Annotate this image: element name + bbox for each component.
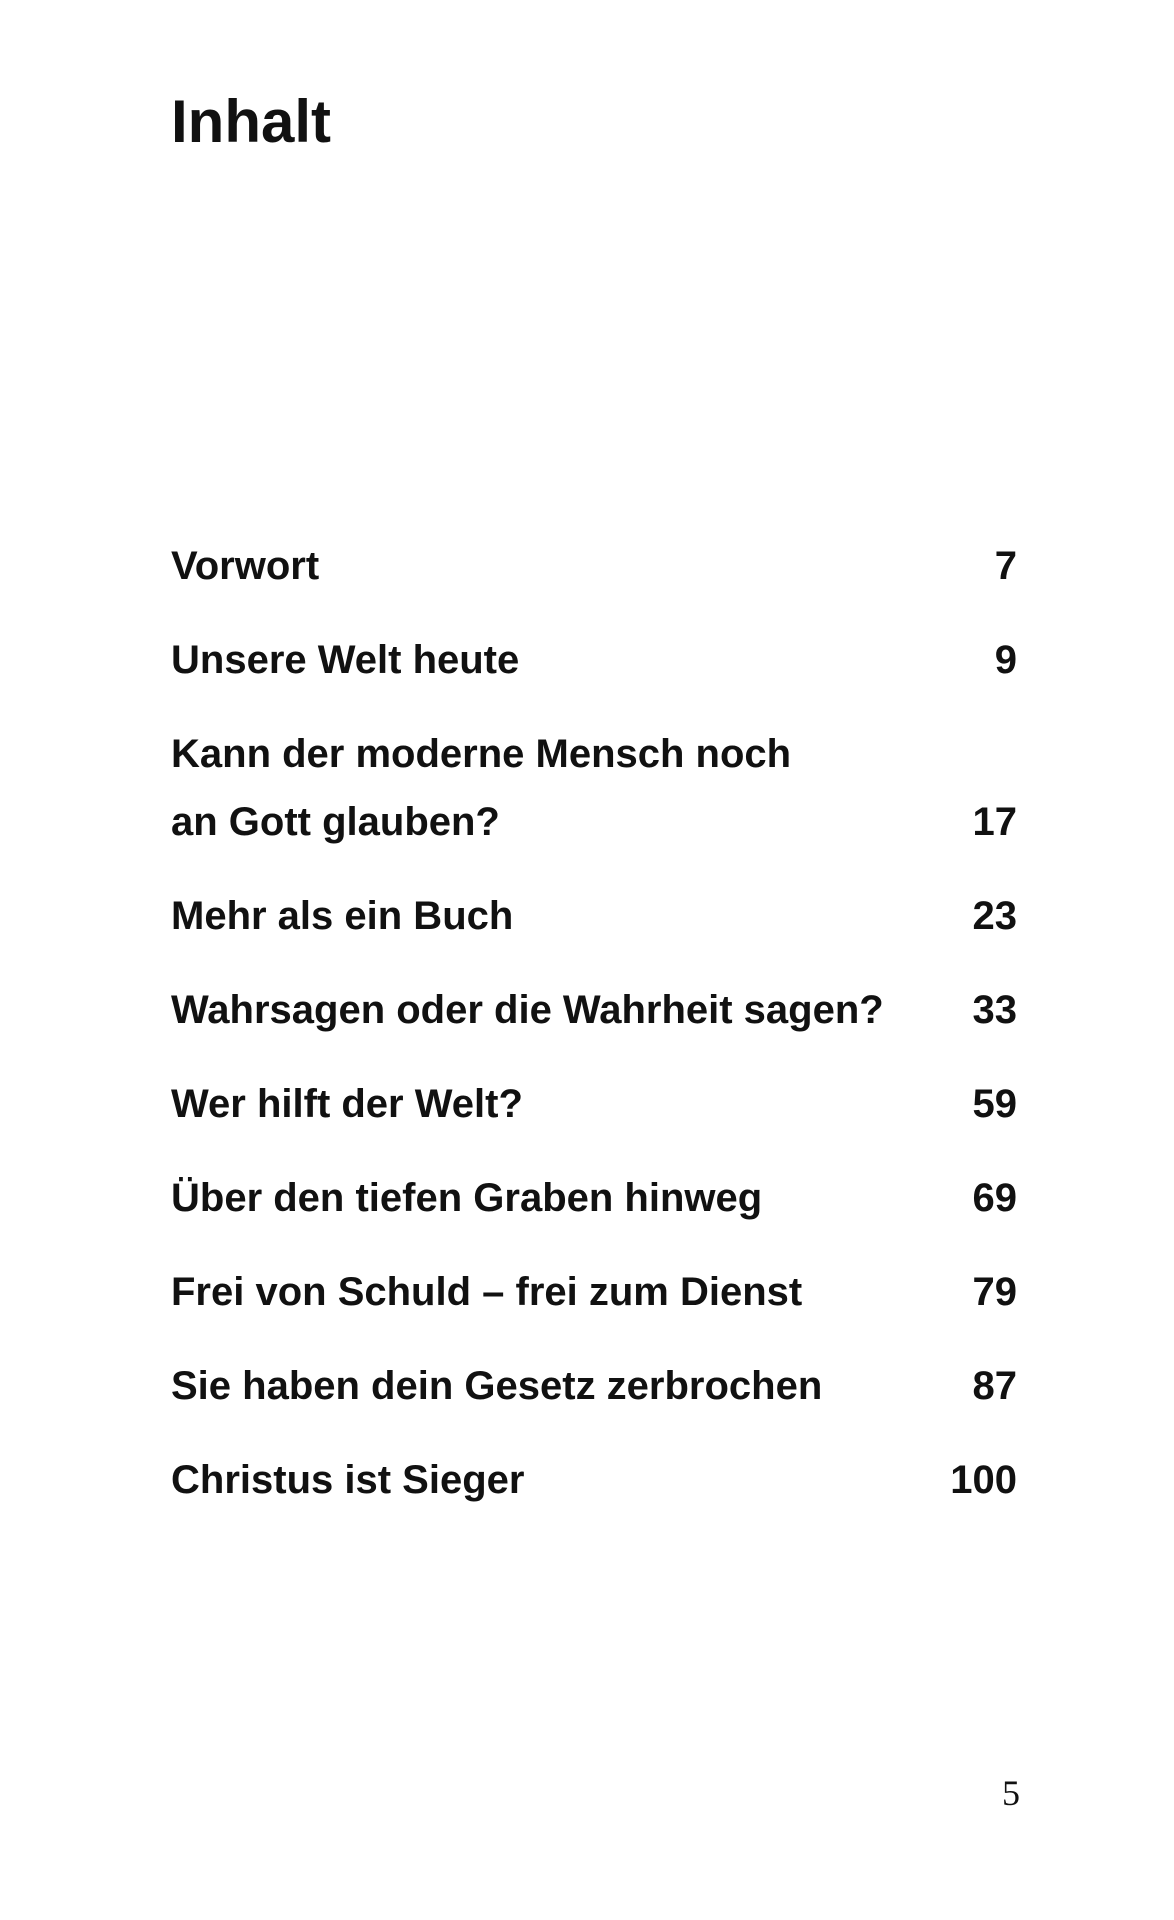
toc-entry-ueber-den-tiefen-graben [171, 1164, 1017, 1232]
toc-entry-frei-von-schuld [171, 1258, 1017, 1326]
toc-entry-title: Frei von Schuld – frei zum Dienst [171, 1270, 803, 1314]
toc-entry-page-number: 9 [994, 638, 1017, 682]
toc-entry-wahrsagen [171, 976, 1017, 1044]
toc-entry-title: Unsere Welt heute [171, 638, 520, 682]
toc-entry-page-number: 100 [950, 1458, 1017, 1502]
toc-entry-title: Vorwort [171, 544, 320, 588]
toc-entry-page-number: 69 [972, 1176, 1017, 1220]
toc-entry-title: Über den tiefen Graben hinweg [171, 1176, 763, 1220]
table-of-contents [171, 0, 1017, 1920]
contents-heading: Inhalt [171, 88, 331, 155]
toc-entry-mehr-als-ein-buch [171, 882, 1017, 950]
toc-entry-title: Kann der moderne Mensch noch an Gott glauben? [171, 732, 792, 844]
toc-entry-page-number: 17 [972, 800, 1017, 844]
toc-entry-title: Sie haben dein Gesetz zerbrochen [171, 1364, 823, 1408]
toc-entry-christus-ist-sieger [171, 1446, 1017, 1514]
toc-entry-sie-haben-dein-gesetz [171, 1352, 1017, 1420]
toc-entry-title: Wer hilft der Welt? [171, 1082, 523, 1126]
toc-entry-page-number: 33 [972, 988, 1017, 1032]
page-number: 5 [1002, 1773, 1020, 1813]
toc-entry-kann-der-moderne-mensch [171, 720, 1017, 856]
toc-entry-wer-hilft-der-welt [171, 1070, 1017, 1138]
toc-entry-unsere-welt-heute [171, 626, 1017, 694]
toc-entry-page-number: 79 [972, 1270, 1017, 1314]
toc-entry-vorwort [171, 532, 1017, 600]
toc-entry-title: Mehr als ein Buch [171, 894, 514, 938]
toc-entry-title: Christus ist Sieger [171, 1458, 525, 1502]
toc-entry-page-number: 87 [972, 1364, 1017, 1408]
toc-entry-title: Wahrsagen oder die Wahrheit sagen? [171, 988, 884, 1032]
toc-entry-page-number: 23 [972, 894, 1017, 938]
toc-entry-page-number: 59 [972, 1082, 1017, 1126]
toc-entry-page-number: 7 [994, 544, 1017, 588]
